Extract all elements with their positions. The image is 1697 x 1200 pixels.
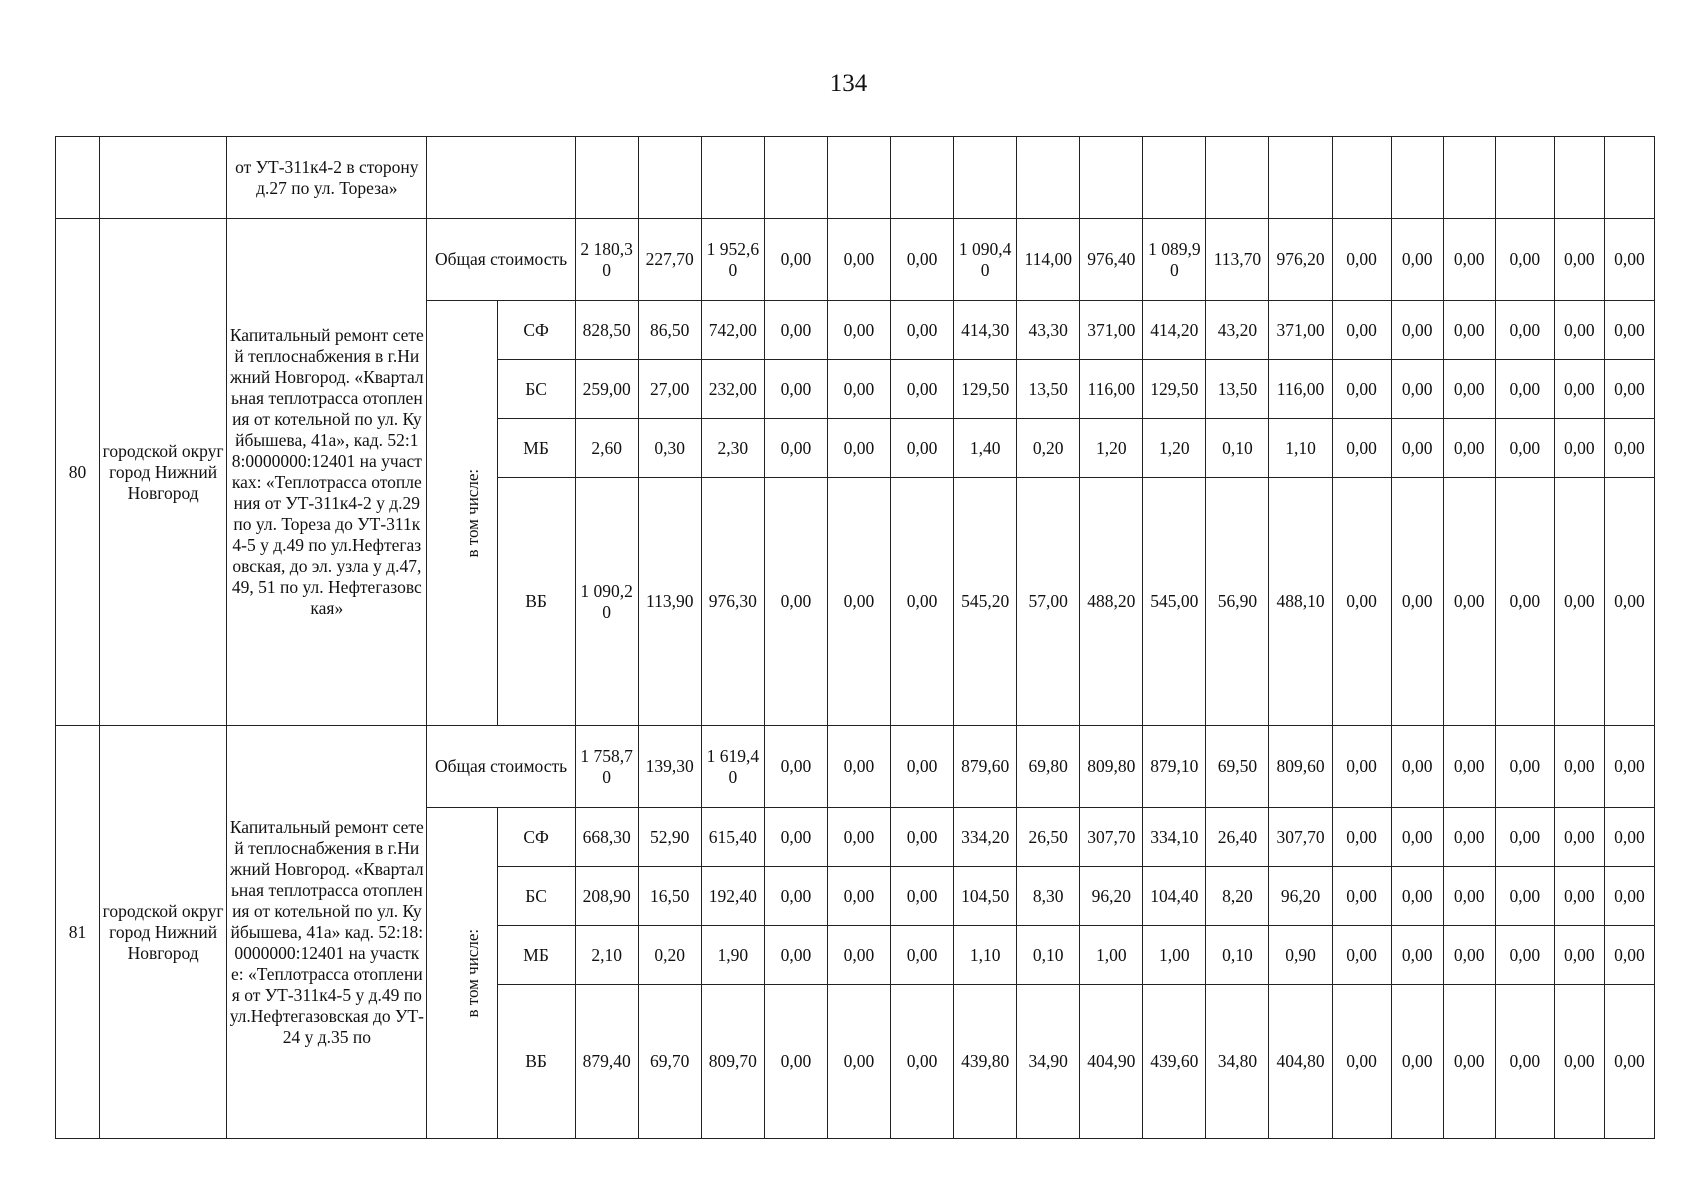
continuation-row [56,137,1655,219]
value-cell: 0,00 [1332,867,1391,926]
value-cell: 113,90 [638,478,701,726]
value-cell: 116,00 [1080,360,1143,419]
project-number: 81 [56,726,100,1139]
value-cell: 2,10 [575,926,638,985]
value-cell: 0,00 [1391,360,1443,419]
value-cell: 488,20 [1080,478,1143,726]
value-cell: 404,80 [1269,985,1332,1139]
value-cell: 34,90 [1017,985,1080,1139]
value-cell: 0,00 [1604,478,1654,726]
value-cell: 0,00 [764,419,827,478]
value-cell: 0,00 [1495,360,1554,419]
value-cell: 828,50 [575,301,638,360]
value-cell: 26,40 [1206,808,1269,867]
value-cell: 1,00 [1143,926,1206,985]
value-cell: 116,00 [1269,360,1332,419]
value-cell: 0,00 [1495,867,1554,926]
value-cell: 742,00 [701,301,764,360]
municipality: городской округ город Нижний Новгород [100,726,227,1139]
funding-source: ВБ [497,478,575,726]
municipality: городской округ город Нижний Новгород [100,219,227,726]
value-cell: 0,00 [827,419,890,478]
value-cell: 371,00 [1269,301,1332,360]
value-cell: 0,00 [891,419,954,478]
value-cell: 414,20 [1143,301,1206,360]
value-cell: 0,90 [1269,926,1332,985]
value-cell: 0,00 [1554,726,1604,808]
value-cell: 0,00 [1554,360,1604,419]
value-cell: 0,00 [827,867,890,926]
value-cell: 0,00 [1332,301,1391,360]
value-cell: 259,00 [575,360,638,419]
value-cell: 334,10 [1143,808,1206,867]
value-cell: 1,10 [1269,419,1332,478]
value-cell: 976,40 [1080,219,1143,301]
value-cell: 1,20 [1080,419,1143,478]
funding-source: БС [497,867,575,926]
value-cell: 2,60 [575,419,638,478]
value-cell: 104,40 [1143,867,1206,926]
funding-source: БС [497,360,575,419]
value-cell: 439,80 [954,985,1017,1139]
value-cell: 0,00 [1443,360,1495,419]
value-cell: 0,20 [638,926,701,985]
value-cell: 1,90 [701,926,764,985]
value-cell: 227,70 [638,219,701,301]
value-cell: 307,70 [1269,808,1332,867]
value-cell: 1 089,90 [1143,219,1206,301]
value-cell: 1,00 [1080,926,1143,985]
municipality-cell [100,137,227,219]
value-cell: 0,00 [764,867,827,926]
value-cell: 0,00 [1332,219,1391,301]
value-cell: 0,00 [1604,219,1654,301]
value-cell: 0,00 [764,219,827,301]
value-cell: 0,00 [764,926,827,985]
value-cell: 2,30 [701,419,764,478]
value-cell: 0,30 [638,419,701,478]
value-cell: 8,30 [1017,867,1080,926]
value-cell: 43,30 [1017,301,1080,360]
value-cell: 0,10 [1206,926,1269,985]
value-cell: 0,00 [1391,726,1443,808]
value-cell: 69,70 [638,985,701,1139]
value-cell: 0,00 [1554,301,1604,360]
value-cell: 1 090,40 [954,219,1017,301]
value-cell: 0,00 [891,219,954,301]
value-cell: 0,00 [827,360,890,419]
value-cell: 0,00 [891,726,954,808]
in-that-number-label: в том числе: [463,929,483,1018]
value-cell: 0,20 [1017,419,1080,478]
value-cell: 13,50 [1206,360,1269,419]
value-cell: 26,50 [1017,808,1080,867]
value-cell: 0,00 [827,985,890,1139]
value-cell: 0,00 [764,726,827,808]
value-cell: 0,00 [1604,985,1654,1139]
value-cell: 0,00 [764,808,827,867]
value-cell: 13,50 [1017,360,1080,419]
value-cell: 69,80 [1017,726,1080,808]
value-cell: 0,00 [827,726,890,808]
value-cell: 0,00 [1495,926,1554,985]
value-cell: 0,00 [1495,985,1554,1139]
value-cell: 0,00 [891,301,954,360]
value-cell: 34,80 [1206,985,1269,1139]
value-cell: 0,00 [1495,478,1554,726]
value-cell: 668,30 [575,808,638,867]
value-cell: 809,70 [701,985,764,1139]
in-that-number-label: в том числе: [463,469,483,558]
value-cell: 232,00 [701,360,764,419]
value-cell: 0,00 [827,478,890,726]
value-cell: 52,90 [638,808,701,867]
funding-source: ВБ [497,985,575,1139]
value-cell: 0,00 [1554,419,1604,478]
value-cell: 0,00 [1604,867,1654,926]
in-that-number-label-cell [427,808,497,1139]
total-cost-label: Общая стоимость [427,726,575,808]
value-cell: 0,00 [1554,867,1604,926]
value-cell: 1 952,60 [701,219,764,301]
value-cell: 809,60 [1269,726,1332,808]
value-cell: 0,00 [1554,926,1604,985]
value-cell: 0,00 [891,360,954,419]
value-cell: 371,00 [1080,301,1143,360]
value-cell: 0,00 [891,808,954,867]
value-cell: 0,00 [1443,808,1495,867]
value-cell: 879,40 [575,985,638,1139]
value-cell: 976,20 [1269,219,1332,301]
project-description: Капитальный ремонт сетей теплоснабжения в г.Нижний Новгород. «Квартальная теплотрасса отопления от котельной по ул. Куйбышева, 41а» кад. 52:18:0000000:12401 на участке: «Теплотрасса отопления от УТ-311к4-5 у д.49 по ул.Нефтегазовская до УТ-24 у д.35 по [227,726,427,1139]
value-cell: 0,00 [1495,726,1554,808]
budget-table [55,136,1655,1139]
value-cell: 0,00 [1391,478,1443,726]
project-description: Капитальный ремонт сетей теплоснабжения в г.Нижний Новгород. «Квартальная теплотрасса отопления от котельной по ул. Куйбышева, 41а», кад. 52:18:0000000:12401 на участках: «Теплотрасса отопления от УТ-311к4-2 у д.29 по ул. Тореза до УТ-311к4-5 у д.49 по ул.Нефтегазовская, до эл. узла у д.47, 49, 51 по ул. Нефтегазовская» [227,219,427,726]
value-cell: 69,50 [1206,726,1269,808]
value-cell: 192,40 [701,867,764,926]
value-cell: 0,00 [827,301,890,360]
value-cell: 0,00 [1391,419,1443,478]
value-cell: 0,00 [1391,808,1443,867]
project-number: 80 [56,219,100,726]
description-cell: от УТ-311к4-2 в сторону д.27 по ул. Тореза» [227,137,427,219]
value-cell: 879,60 [954,726,1017,808]
value-cell: 0,00 [1391,301,1443,360]
kind-cell [427,137,575,219]
value-cell: 129,50 [1143,360,1206,419]
value-cell: 0,00 [1332,808,1391,867]
value-cell: 114,00 [1017,219,1080,301]
value-cell: 43,20 [1206,301,1269,360]
value-cell: 0,00 [1443,867,1495,926]
value-cell: 0,00 [827,219,890,301]
value-cell: 0,00 [1443,478,1495,726]
value-cell: 16,50 [638,867,701,926]
value-cell: 0,00 [1554,219,1604,301]
num-cell [56,137,100,219]
value-cell: 57,00 [1017,478,1080,726]
value-cell: 8,20 [1206,867,1269,926]
value-cell: 1 090,20 [575,478,638,726]
value-cell: 0,00 [1332,985,1391,1139]
value-cell: 96,20 [1269,867,1332,926]
value-cell: 0,00 [1554,478,1604,726]
value-cell: 879,10 [1143,726,1206,808]
value-cell: 0,00 [1495,419,1554,478]
value-cell: 0,00 [1332,360,1391,419]
project-total-row [56,726,1655,808]
value-cell: 208,90 [575,867,638,926]
value-cell: 976,30 [701,478,764,726]
value-cell: 1,20 [1143,419,1206,478]
page-number: 134 [829,70,868,97]
value-cell: 2 180,30 [575,219,638,301]
funding-source: МБ [497,926,575,985]
funding-source: МБ [497,419,575,478]
value-cell: 0,10 [1017,926,1080,985]
value-cell: 0,00 [891,985,954,1139]
in-that-number-label-cell [427,301,497,726]
value-cell: 1,40 [954,419,1017,478]
value-cell: 0,00 [1391,219,1443,301]
value-cell: 0,00 [1391,926,1443,985]
value-cell: 0,00 [1391,867,1443,926]
value-cell: 1 758,70 [575,726,638,808]
value-cell: 129,50 [954,360,1017,419]
value-cell: 0,00 [1604,301,1654,360]
value-cell: 404,90 [1080,985,1143,1139]
value-cell: 0,00 [891,478,954,726]
value-cell: 0,00 [1495,808,1554,867]
value-cell: 56,90 [1206,478,1269,726]
value-cell: 0,00 [764,985,827,1139]
value-cell: 0,00 [1443,419,1495,478]
value-cell: 0,00 [1391,985,1443,1139]
value-cell: 0,10 [1206,419,1269,478]
value-cell: 0,00 [1332,419,1391,478]
value-cell: 0,00 [827,808,890,867]
value-cell: 0,00 [1443,985,1495,1139]
value-cell: 0,00 [1604,360,1654,419]
funding-source: СФ [497,301,575,360]
value-cell: 27,00 [638,360,701,419]
value-cell: 0,00 [1604,419,1654,478]
value-cell: 0,00 [1443,926,1495,985]
value-cell: 439,60 [1143,985,1206,1139]
value-cell: 0,00 [1495,301,1554,360]
value-cell: 139,30 [638,726,701,808]
value-cell: 113,70 [1206,219,1269,301]
value-cell: 0,00 [1495,219,1554,301]
value-cell: 809,80 [1080,726,1143,808]
value-cell: 334,20 [954,808,1017,867]
value-cell: 1 619,40 [701,726,764,808]
value-cell: 0,00 [1604,926,1654,985]
value-cell: 488,10 [1269,478,1332,726]
value-cell: 86,50 [638,301,701,360]
value-cell: 0,00 [764,478,827,726]
value-cell: 0,00 [764,360,827,419]
value-cell: 0,00 [1604,808,1654,867]
value-cell: 0,00 [891,926,954,985]
value-cell: 307,70 [1080,808,1143,867]
value-cell: 96,20 [1080,867,1143,926]
value-cell: 0,00 [1332,478,1391,726]
funding-source: СФ [497,808,575,867]
value-cell: 0,00 [891,867,954,926]
value-cell: 0,00 [1332,726,1391,808]
value-cell: 0,00 [1332,926,1391,985]
value-cell: 615,40 [701,808,764,867]
value-cell: 1,10 [954,926,1017,985]
value-cell: 545,00 [1143,478,1206,726]
value-cell: 0,00 [764,301,827,360]
value-cell: 0,00 [1554,808,1604,867]
total-cost-label: Общая стоимость [427,219,575,301]
value-cell: 104,50 [954,867,1017,926]
project-total-row [56,219,1655,301]
value-cell: 0,00 [1443,726,1495,808]
value-cell: 414,30 [954,301,1017,360]
value-cell: 0,00 [1443,219,1495,301]
value-cell: 0,00 [1604,726,1654,808]
value-cell: 0,00 [827,926,890,985]
value-cell: 545,20 [954,478,1017,726]
value-cell: 0,00 [1554,985,1604,1139]
value-cell: 0,00 [1443,301,1495,360]
